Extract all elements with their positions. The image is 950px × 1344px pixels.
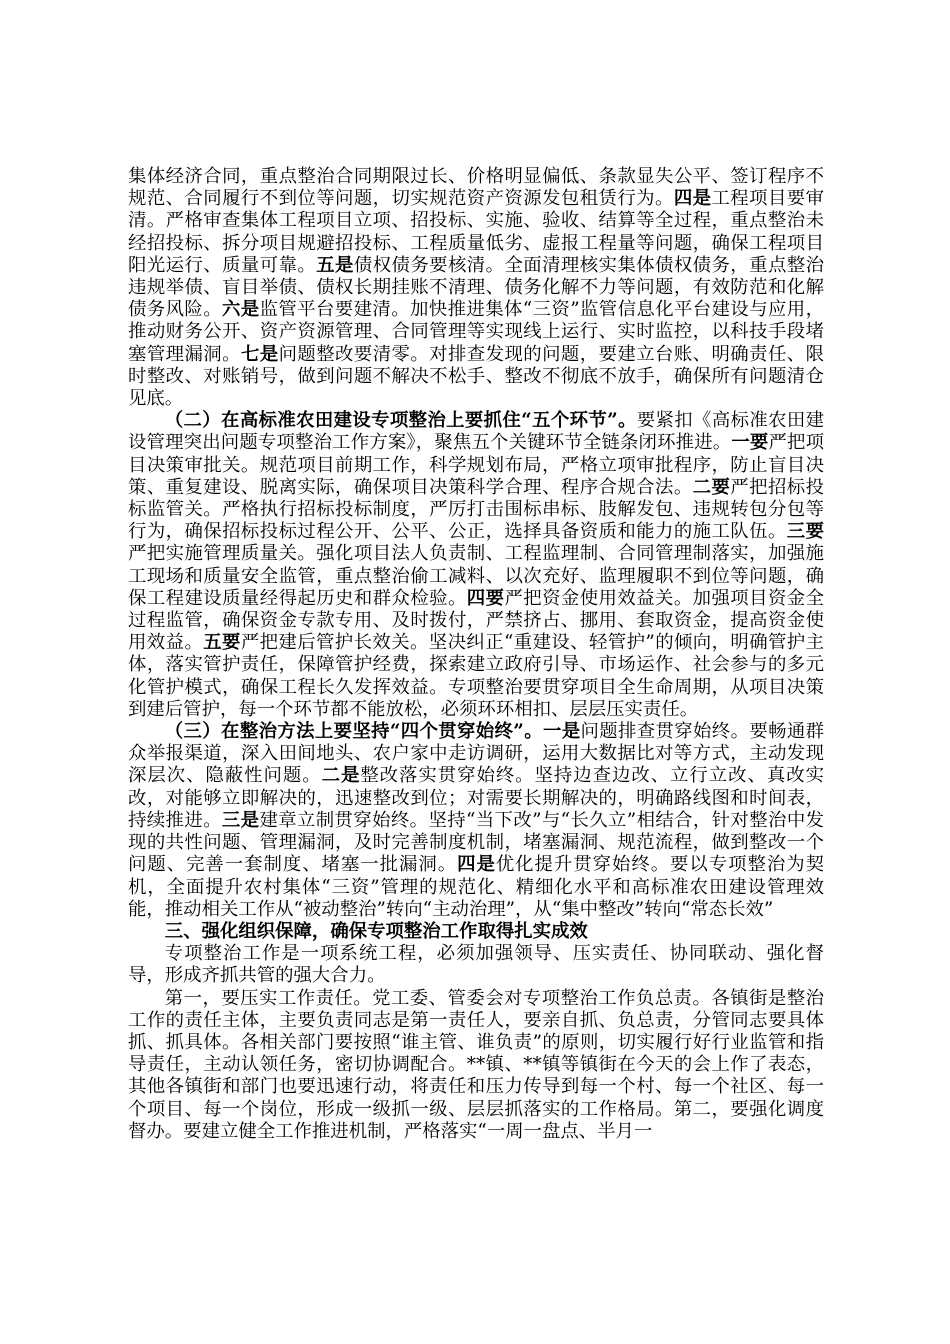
text-run-bold: 三是	[221, 809, 260, 831]
text-run-bold: 二要	[692, 476, 731, 498]
text-run: 优化提升贯穿始终。要以专项整治为契机，全面提升农村集体“三资”管理的规范化、精细化水平和高标准农田建设管理效能，推动相关工作从“被动整治”转向“主动治理”，从“集中整改”转向“常态长效”	[128, 854, 824, 920]
text-run: 整改落实贯穿始终。坚持边查边改、立行立改、真改实改，对能够立即解决的，迅速整改到位；对需要长期解决的，明确路线图和时间表，持续推进。	[128, 765, 824, 831]
text-run-bold: 一要	[731, 432, 769, 454]
paragraph-2	[128, 410, 824, 721]
text-run: 严把资金使用效益关。加强项目资金全过程监管，确保资金专款专用、及时拨付，严禁挤占、挪用、套取资金，提高资金使用效益。	[128, 587, 824, 654]
text-run: 第一，要压实工作责任。党工委、管委会对专项整治工作负总责。各镇街是整治工作的责任主体，主要负责同志是第一责任人，要亲自抓、负总责，分管同志要具体抓、抓具体。各相关部门要按照“谁主管、谁负责”的原则，切实履行好行业监管和指导责任，主动认领任务，密切协调配合。**镇、**镇等镇街在今天的会上作了表态，其他各镇街和部门也要迅速行动，将责任和压力传导到每一个村、每一个社区、每一个项目、每一个岗位，形成一级抓一级、层层抓落实的工作格局。第二，要强化调度督办。要建立健全工作推进机制，严格落实“一周一盘点、半月一	[128, 987, 824, 1142]
paragraph-1	[128, 166, 824, 410]
text-run: 问题排查贯穿始终。要畅通群众举报渠道，深入田间地头、农户家中走访调研，运用大数据比对等方式，主动发现深层次、隐蔽性问题。	[128, 721, 824, 787]
text-run-bold: 五要	[203, 632, 241, 654]
text-run-bold: 六是	[222, 299, 260, 321]
text-run-bold: （二）在高标准农田建设专项整治上要抓住“五个环节”。	[164, 410, 637, 432]
text-run-bold: 四要	[466, 587, 505, 609]
text-run: 严把项目决策审批关。规范项目前期工作，科学规划布局，严格立项审批程序，防止盲目决策、重复建设、脱离实际，确保项目决策科学合理、程序合规合法。	[128, 432, 824, 498]
text-run: 债权债务要核清。全面清理核实集体债权债务，重点整治违规举债、盲目举债、债权长期挂账不清理、债务化解不力等问题，有效防范和化解债务风险。	[128, 254, 824, 321]
text-run-bold: 三要	[786, 521, 824, 543]
text-run-bold: 一是	[543, 721, 581, 743]
text-run: 专项整治工作是一项系统工程，必须加强领导、压实责任、协同联动、强化督导，形成齐抓共管的强大合力。	[128, 943, 824, 987]
text-run: 严把实施管理质量关。强化项目法人负责制、工程监理制、合同管理制落实，加强施工现场和质量安全监管，重点整治偷工减料、以次充好、监理履职不到位等问题，确保工程建设质量经得起历史和群众检验。	[128, 543, 824, 609]
text-run-bold: （三）在整治方法上要坚持“四个贯穿始终”。	[164, 721, 544, 743]
text-run: 严把招标投标监管关。严格执行招标投标制度，严厉打击围标串标、肢解发包、违规转包分包等行为，确保招标投标过程公开、公平、公正，选择具备资质和能力的施工队伍。	[128, 476, 824, 543]
paragraph-6	[128, 988, 824, 1143]
text-run: 监管平台要建清。加快推进集体“三资”监管信息化平台建设与应用，推动财务公开、资产资源管理、合同管理等实现线上运行、实时监控，以科技手段堵塞管理漏洞。	[128, 299, 824, 365]
text-run-bold: 三、强化组织保障，确保专项整治工作取得扎实成效	[164, 920, 588, 942]
text-run: 集体经济合同，重点整治合同期限过长、价格明显偏低、条款显失公平、签订程序不规范、合同履行不到位等问题，切实规范资产资源发包租赁行为。	[128, 166, 824, 210]
text-run: 要紧扣《高标准农田建设管理突出问题专项整治工作方案》，聚焦五个关键环节全链条闭环推进。	[128, 410, 824, 454]
paragraph-3	[128, 721, 824, 921]
text-run-bold: 七是	[240, 343, 279, 365]
text-run-bold: 四是	[457, 854, 496, 876]
text-run: 工程项目要审清。严格审查集体工程项目立项、招投标、实施、验收、结算等全过程，重点整治未经招投标、拆分项目规避招投标、工程质量低劣、虚报工程量等问题，确保工程项目阳光运行、质量可靠。	[128, 188, 824, 276]
section-heading	[128, 921, 824, 943]
paragraph-5	[128, 943, 824, 987]
text-run-bold: 二是	[321, 765, 361, 787]
text-run: 建章立制贯穿始终。坚持“当下改”与“长久立”相结合，针对整治中发现的共性问题、管理漏洞，及时完善制度机制，堵塞漏洞、规范流程，做到整改一个问题、完善一套制度、堵塞一批漏洞。	[128, 809, 824, 876]
text-run-bold: 五是	[316, 254, 354, 276]
document-page	[128, 166, 824, 1143]
text-run: 严把建后管护长效关。坚决纠正“重建设、轻管护”的倾向，明确管护主体，落实管护责任，保障管护经费，探索建立政府引导、市场运作、社会参与的多元化管护模式，确保工程长久发挥效益。专项整治要贯穿项目全生命周期，从项目决策到建后管护，每一个环节都不能放松，必须环环相扣、层层压实责任。	[128, 632, 824, 720]
text-run-bold: 四是	[673, 188, 712, 210]
text-run: 问题整改要清零。对排查发现的问题，要建立台账、明确责任、限时整改、对账销号，做到问题不解决不松手、整改不彻底不放手，确保所有问题清仓见底。	[128, 343, 824, 410]
